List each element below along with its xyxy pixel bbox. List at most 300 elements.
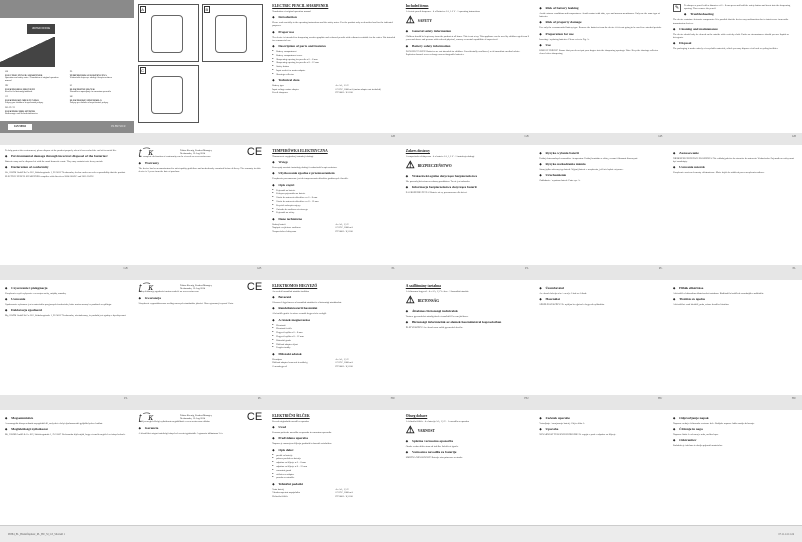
- section-text: Nie pozwalaj dzieciom na zabawę produktem. To nie jest zabawka.: [405, 180, 471, 184]
- declaration-note: A teljes megfelelőségi nyilatkozat megtalálható a www.owim.com oldalon: [138, 420, 210, 424]
- manual-page: [401, 0, 535, 133]
- language-title: TEMPERÓWKA ELEKTRYCZNA: [69, 74, 107, 77]
- section-heading: ◆ Megsemmisítés: [5, 416, 129, 421]
- page-number: GB: [390, 134, 396, 138]
- ian-number: IAN 98384: [8, 124, 32, 129]
- parts-list-item: [272, 54, 396, 57]
- section-text: A készülék grafit- és színes ceruzák hegyezésére szolgál.: [272, 312, 327, 316]
- spec-value: 6 V DC, 1000 mA (mains adapter not included): [335, 87, 381, 91]
- language-entry: [70, 71, 129, 83]
- manual-page: [534, 410, 668, 525]
- section-text: The packaging is made entirely of recyclable materials, which you may dispose of at local recycling facilities.: [672, 47, 779, 51]
- manual-page: [534, 280, 668, 395]
- part-label: Pojemnik na wióry: [276, 211, 295, 215]
- section-text: ZAGROŻENIE ŻYCIA! Baterie nie są przeznaczone dla dzieci.: [405, 191, 468, 195]
- section-heading: ◆ Czyszczenie i pielęgnacja: [5, 286, 129, 291]
- section-heading: ◆ Általános biztonsági tudnivalók: [406, 309, 530, 314]
- spec-value: 6 V DC, 1000 mA: [335, 361, 353, 365]
- section-text: NEVARNOST TELESNIH POŠKODB! Ne segajte s prsti v odprtine za šiljenje.: [539, 433, 617, 437]
- safety-label: SAFETY: [417, 18, 432, 23]
- section-text: Otroke vedno držite stran od izdelka. Izdelek ni igrača.: [405, 445, 459, 449]
- manual-page: [134, 0, 268, 133]
- sharpener-drawing-icon: [215, 15, 247, 53]
- parts-list-item: [272, 73, 396, 76]
- signer-info: Tobias Koenig, Product Manager, Neckarsulm, 13 Aug 2014: [179, 414, 213, 421]
- page-subtitle: Prevod originalnih navodil za uporabo: [272, 420, 309, 423]
- page-strip: [0, 145, 802, 265]
- ce-mark-icon: CE: [246, 410, 263, 423]
- warning-triangle-icon: ⚠: [405, 160, 415, 172]
- section-text: Pozorno preberite navodila za uporabo in varnostna opozorila.: [272, 431, 332, 435]
- section-heading: ◆ Tehnični podatki: [272, 482, 396, 487]
- section-heading: ◆ Biztonsági információk az elemek használatával kapcsolatban: [406, 320, 530, 325]
- page-title: Included items: [405, 4, 429, 8]
- section-heading: ◆ Technical data: [272, 78, 396, 83]
- section-heading: ◆ Odpravljanje napak: [673, 416, 797, 421]
- section-text: Children should be kept away from the product at all times. This is not a toy. This appliance can be used by children aged from 8 years and above and persons with reduced physical, sensory or mental capabilities if supervised.: [405, 35, 529, 42]
- section-heading: ◆ Ryzyko uszkodzenia mienia: [539, 162, 663, 167]
- section-heading: ◆ Ryzyko wylania baterii: [539, 151, 663, 156]
- declaration-note: The complete declaration of conformity can be viewed on www.owim.com: [138, 155, 211, 159]
- technical-data-table: [272, 488, 396, 499]
- section-text: ÉLETVESZÉLY! Az elemek nem valók gyermekek kezébe.: [405, 326, 464, 330]
- spec-label: Temperówka elektryczna: [272, 230, 297, 233]
- page-number: HU: [524, 396, 529, 400]
- section-text: RISK OF INJURY! Ensure that you do not put your fingers into the sharpening openings. Note: Keep the shavings collector closed when sharpening.: [539, 48, 659, 56]
- section-text: SÉRÜLÉSVESZÉLY! Ne nyúljon be ujjaival a hegyező nyílásokba.: [539, 303, 605, 307]
- signer-info: Tobias Koenig, Product Manager, Neckarsulm, 13 Aug 2014: [179, 149, 213, 156]
- parts-list-item: [272, 208, 396, 211]
- page-subtitle: Translation of original operation manual: [272, 10, 311, 13]
- section-heading: ◆ Čiščenje in nega: [673, 427, 797, 432]
- spec-value: 4 x AA, 1.5 V: [335, 84, 349, 87]
- language-title: ELEKTRIČNI ŠILČEK: [69, 88, 95, 91]
- parts-list-item: [272, 454, 396, 457]
- spec-value: DT 0001 / 0.5 kW: [335, 91, 353, 95]
- spec-value: 4 x AA, 1,5 V: [335, 357, 349, 361]
- parts-list-item: [272, 324, 396, 327]
- section-heading: ◆ Użytkowanie zgodne z przeznaczeniem: [272, 171, 396, 176]
- signature-icon: ʈ⁀ᴋ: [138, 282, 154, 292]
- section-heading: ◆ Environmental damage through incorrect disposal of the batteries!: [5, 154, 129, 159]
- spec-label: Vhodna napetost napajalnika: [272, 491, 300, 495]
- section-heading: ◆ Megfelelőségi nyilatkozat: [5, 427, 129, 432]
- figure-panel: [138, 65, 199, 123]
- parts-list-item: [272, 339, 396, 342]
- figure-label: A: [141, 7, 144, 12]
- manual-page: [668, 410, 802, 525]
- part-label: Pojemnik na baterie: [276, 188, 296, 192]
- page-subtitle: 1 električni šilček · 4 x baterija AA, 1,5 V · 1 navodila za uporabo: [405, 420, 470, 423]
- language-entry: [5, 71, 64, 83]
- manual-page: [668, 145, 802, 265]
- page-number: PL: [792, 266, 797, 270]
- spec-value: DT 0001 / 0,5 kW: [335, 365, 353, 368]
- page-number: PL: [658, 266, 663, 270]
- manual-page: [401, 410, 535, 525]
- signer-info: Tobias Koenig, Product Manager, Neckarsulm, 13 Aug 2014: [179, 284, 213, 291]
- safety-label: BEZPIECZEŃSTWO: [417, 163, 452, 168]
- spec-label: Napięcie wejściowe zasilacza: [272, 226, 301, 230]
- section-text: Zakładanie / wymiana baterii. Patrz rys. A.: [539, 179, 581, 183]
- parts-list-item: [272, 61, 396, 64]
- page-number: PL: [525, 266, 529, 270]
- section-text: The device has been manufactured to strict quality guidelines and meticulously examined before delivery. The warranty for this device is 3 years from the date of purchase.: [138, 166, 261, 173]
- page-title: TEMPERÓWKA ELEKTRYCZNA: [272, 149, 328, 153]
- cover-header-band: [0, 0, 134, 18]
- language-subtitle: Pokyny pro obsluhu a bezpečnostní pokyny: [5, 102, 44, 104]
- language-entry: [70, 85, 129, 94]
- section-heading: ◆ Preparation for use: [539, 32, 663, 37]
- section-heading: ◆ Usuwanie: [5, 297, 129, 302]
- language-code: DE AT CH: [5, 107, 15, 109]
- parts-list-item: [272, 331, 396, 334]
- sharpener-drawing-icon: [151, 76, 183, 114]
- section-heading: ◆ Risk of property damage: [539, 20, 663, 25]
- figure-panel: [202, 4, 263, 62]
- page-number-row: [0, 396, 802, 406]
- section-heading: ◆ Description of parts and features: [272, 44, 396, 49]
- brand-logo: UNITED OFFICE: [27, 24, 55, 34]
- parts-list-item: [272, 58, 396, 61]
- page-number: GB: [791, 134, 797, 138]
- print-timestamp: 07.11.14 11:24: [778, 532, 794, 536]
- spec-value: DT 0001 / 0,5 kW: [335, 230, 353, 233]
- section-text: My, OWIM GmbH & Co. KG, Stiftsbergstraße 1, D-74167 Neckarsulm, oświadczamy, że produkt jest zgodny z dyrektywami.: [5, 314, 127, 318]
- page-number: [0, 134, 134, 144]
- part-label: odprtina za šiljenje ø 8 – 12 mm: [276, 465, 308, 468]
- parts-list-item: [272, 343, 396, 346]
- language-codes: PL HU SI CZ: [111, 125, 126, 129]
- safety-heading: [406, 296, 530, 306]
- section-heading: ◆ Használat: [539, 297, 663, 302]
- section-heading: ◆ Műszaki adatok: [272, 352, 396, 357]
- section-text: Przeczytaj uważnie instrukcję obsługi i wskazówki bezpieczeństwa.: [272, 166, 338, 170]
- spec-label: Rodzaj baterii: [272, 222, 286, 226]
- parts-list-item: [272, 211, 396, 214]
- part-label: Otwór do ostrzenia ołówków o ø 6 – 8 mm: [276, 196, 318, 200]
- language-entry: [5, 85, 64, 94]
- page-number: PL: [391, 266, 396, 270]
- section-heading: ◆ Disposal: [673, 41, 797, 46]
- part-label: Pokrywa pojemnika na baterie: [276, 192, 306, 196]
- manual-page: [534, 145, 668, 265]
- manual-page: [267, 280, 401, 395]
- section-text: Olvassa el figyelmesen a használati utasítást és a biztonsági utasításokat.: [272, 301, 342, 305]
- section-heading: ◆ Gwarancja: [139, 296, 263, 301]
- parts-list-item: [272, 335, 396, 338]
- section-text: Vstavljanje / menjavanje baterij. Glejte sliko A.: [539, 422, 585, 425]
- page-subtitle: 1 electric pencil sharpener · 4 x Batteries AA, 1.5 V · 1 operating instructions: [405, 10, 480, 13]
- section-text: Naprava vsebuje elektronske sestavne dele. Radijske naprave lahko motijo delovanje.: [672, 422, 755, 425]
- section-text: Inserting / replacing batteries. Please refer to Fig. A.: [539, 37, 590, 41]
- manual-page: [134, 280, 268, 395]
- ce-mark-icon: CE: [246, 145, 263, 158]
- warning-triangle-icon: ⚠: [405, 295, 415, 307]
- section-heading: ◆ Opis części: [272, 183, 396, 188]
- section-heading: ◆ Usuwanie usterek: [673, 165, 797, 170]
- technical-data-table: [272, 84, 396, 95]
- declaration-note: Pełną deklarację zgodności można znaleźć na www.owim.com: [138, 290, 199, 294]
- parts-list-item: [272, 473, 396, 476]
- page-number: [134, 134, 268, 144]
- section-heading: ◆ Rendeltetésszerű használat: [272, 306, 396, 311]
- language-code: SK: [69, 96, 73, 98]
- section-heading: ◆ Garancia: [139, 426, 263, 431]
- part-label: Forgács tartály: [276, 346, 291, 350]
- parts-list-item: [272, 69, 396, 72]
- manual-page: [0, 0, 134, 133]
- part-label: Gniazdo do zasilacza sieciowego: [276, 207, 308, 211]
- language-entry: [5, 96, 64, 105]
- spec-label: Elemtípus: [272, 357, 282, 361]
- technical-data-table: [272, 358, 396, 369]
- spec-value: 6 V DC, 1000 mA: [335, 226, 353, 230]
- part-label: pokrov predala za baterije: [276, 457, 302, 461]
- section-heading: ◆ Deklaracja zgodności: [5, 308, 129, 313]
- section-text: Use only the recommended battery type. Remove the batteries from the device if it is not going to be used for extended periods.: [539, 26, 662, 30]
- section-text: A készülék elektronikus alkatrészeket tartalmaz. Rádióadó készülékek zavarhatják a működést.: [672, 292, 764, 295]
- manual-page: [267, 145, 401, 265]
- warning-triangle-icon: ⚠: [405, 15, 415, 27]
- language-title: ELEKTROMOS HEGYEZŐ: [5, 88, 35, 91]
- manual-page: [0, 280, 134, 395]
- section-text: Opakowanie wykonane jest z materiałów przyjaznych środowisku, które można usunąć w punktach recyklingu.: [5, 303, 112, 307]
- language-subtitle: Bedienungs- und Sicherheitshinweise: [5, 113, 38, 115]
- signature-icon: ʈ⁀ᴋ: [138, 147, 154, 157]
- manual-page: [401, 145, 535, 265]
- section-text: Stosuj tylko zalecany typ baterii. Wyjmij baterie z urządzenia, jeśli nie będzie używane.: [539, 168, 624, 172]
- part-label: Hálózati adapter aljzat: [276, 342, 298, 346]
- part-label: Elemtartó fedele: [276, 327, 293, 331]
- parts-list-item: [272, 476, 396, 479]
- language-subtitle: Pokyny pre obsluhu a bezpečnostné pokyny: [69, 102, 109, 104]
- page-number: GB: [257, 266, 262, 270]
- page-number: HU: [390, 396, 396, 400]
- safety-heading: [406, 161, 530, 171]
- part-label: vtičnica za adapter: [276, 472, 295, 476]
- language-title: ELEKTRICKÉ OŘEZÁVÁTKO: [5, 99, 39, 102]
- parts-list-item: [272, 196, 396, 199]
- page-number: GB: [123, 266, 128, 270]
- page-strip: [0, 410, 802, 525]
- section-heading: ◆ Proper use: [272, 30, 396, 35]
- parts-list-item: [272, 189, 396, 192]
- section-text: Embalaža je izdelana iz okolju prijaznih materialov.: [672, 444, 723, 448]
- language-title: ELEKTRISCHER SPITZER: [5, 110, 35, 113]
- section-heading: ◆ Uvod: [272, 425, 396, 430]
- part-label: Safety button: [276, 65, 290, 69]
- spec-value: 4 x AA, 1,5 V: [335, 487, 349, 491]
- section-heading: ◆ Bevezető: [272, 295, 396, 300]
- section-text: The device contains electronic components. It is possible that the device may malfunction due to interference from radio transmission devices.: [672, 18, 789, 25]
- language-code: SI: [69, 85, 72, 87]
- page-number: HU: [791, 396, 797, 400]
- manual-page: [401, 280, 535, 395]
- section-text: Urządzenie czyść wyłącznie z zewnątrz suchą, miękką szmatką.: [5, 292, 67, 295]
- section-heading: ◆ Use: [539, 43, 663, 48]
- section-heading: ◆ Warranty: [139, 161, 263, 166]
- pencil-icon: ✎: [674, 6, 680, 11]
- section-text: NIEBEZPIECZEŃSTWO ZRANIENIA! Nie wkładaj palców do otworów do ostrzenia. Wskazówka: Pojemnik na wióry musi być zamknięty.: [672, 157, 795, 164]
- safety-label: BIZTONSÁG: [417, 298, 440, 303]
- warning-triangle-icon: ⚠: [405, 425, 415, 437]
- page-strip: [0, 280, 802, 395]
- section-heading: ◆ Uporaba: [539, 427, 663, 432]
- part-label: Przycisk zabezpieczający: [276, 203, 301, 207]
- section-heading: ◆ Opis delov: [272, 448, 396, 453]
- language-code: HU: [5, 85, 9, 87]
- part-label: predal za baterije: [276, 453, 293, 457]
- part-label: Hegyező nyílás ø 8 – 12 mm: [276, 335, 304, 338]
- page-title: Obseg dobave: [405, 414, 428, 418]
- section-heading: ◆ Začetek uporabe: [539, 416, 663, 421]
- page-title: ELEKTROMOS HEGYEZŐ: [272, 284, 318, 288]
- section-text: SMRTNA NEVARNOST! Baterije niso primerne za otroke.: [405, 456, 464, 460]
- section-heading: ◆ Uruchomienie: [539, 173, 663, 178]
- section-text: A készüléket szigorú minőségi irányelvek szerint gyártották. A garancia időtartama 3 év.: [138, 431, 224, 435]
- spec-value: DT 0001 / 0,5 kW: [335, 495, 353, 498]
- section-heading: ◆ Predvidena uporaba: [272, 436, 396, 441]
- parts-list-item: [272, 192, 396, 195]
- part-label: Sharpening opening for pencils ø 8 – 12 mm: [276, 61, 319, 65]
- spec-label: Vrsta baterij: [272, 487, 284, 491]
- part-label: Elemtartó: [276, 323, 286, 327]
- parts-list-item: [272, 465, 396, 468]
- language-subtitle: Kezelési és biztonsági utalások: [5, 91, 33, 93]
- parts-list-item: [272, 346, 396, 349]
- section-heading: ◆ Tisztítás és ápolás: [673, 297, 797, 302]
- manual-page: [668, 0, 802, 133]
- spec-value: 6 V DC, 1000 mA: [335, 491, 353, 495]
- safety-heading: [406, 426, 530, 436]
- parts-list-item: [272, 50, 396, 53]
- section-text: To help protect the environment, please dispose of the product properly when it has reached the end of its useful life.: [5, 149, 117, 152]
- parts-list-item: [272, 461, 396, 464]
- manual-page: [267, 0, 401, 133]
- part-label: Shavings collector: [276, 72, 294, 76]
- spec-label: Hálózati adapter bemeneti feszültség: [272, 361, 308, 365]
- spec-label: Pencil sharpener: [272, 91, 289, 95]
- language-subtitle: Operation and safety notes / Translation of original operation manual: [5, 77, 59, 82]
- section-heading: ◆ A részek megnevezése: [272, 318, 396, 323]
- language-entry: [70, 96, 129, 105]
- section-text: A csomagolás környezetbarát anyagokból áll, melyeket a helyi újrahasznosító gyűjtőhelyeken leadhat.: [5, 422, 103, 425]
- manual-page: [134, 410, 268, 525]
- language-entry: [5, 107, 64, 116]
- section-text: Batteries may not be disposed of with the usual domestic waste. They may contain toxic heavy metals.: [5, 160, 104, 164]
- language-title: ELEKTRICKÉ STRÚHADLO: [69, 99, 102, 102]
- page-number: GB: [658, 134, 663, 138]
- language-code: CZ: [5, 96, 8, 98]
- language-title: ELECTRIC PENCIL SHARPENER: [5, 74, 43, 77]
- section-text: Az elemek behelyezése / cseréje. Lásd az A ábrát.: [539, 292, 587, 295]
- section-heading: ◆ Odstranitev: [673, 438, 797, 443]
- part-label: Hegyező nyílás ø 6 – 8 mm: [276, 331, 303, 335]
- page-number-row: [0, 134, 802, 144]
- page-subtitle: Az eredeti használati utasítás fordítása: [272, 290, 309, 293]
- section-heading: ◆ Informacje bezpieczeństwa dotyczące baterii: [406, 185, 530, 190]
- section-text: Mi, OWIM GmbH & Co. KG, Stiftsbergstraße 1, D-74167 Neckarsulm kijelentjük, hogy a termék megfelel az irányelveknek.: [5, 433, 126, 437]
- page-number: HU: [658, 396, 663, 400]
- manual-page: [668, 280, 802, 395]
- section-text: Urządzenie wyprodukowano według surowych standardów jakości. Okres gwarancji wynosi 3 lata.: [138, 301, 234, 305]
- section-text: We, OWIM GmbH & Co. KG, Stiftsbergstraße 1, D-74167 Neckarsulm, declare under our sole responsibility that the product ELECTRIC PENCIL SHARPENER complies with directives 2004/108/EC and 2011/65/EU.: [5, 171, 126, 178]
- technical-data-table: [272, 223, 396, 234]
- part-label: Sharpening opening for pencils ø 6 – 8 mm: [276, 57, 318, 61]
- part-label: Otwór do ostrzenia ołówków o ø 8 – 12 mm: [276, 200, 319, 203]
- part-label: Battery compartment cover: [276, 53, 303, 57]
- parts-list-item: [272, 327, 396, 330]
- manual-page: [0, 410, 134, 525]
- language-code: PL: [69, 71, 73, 73]
- section-heading: ◆ Introduction: [272, 15, 396, 20]
- parts-list-item: [272, 65, 396, 68]
- page-number: PL: [124, 396, 128, 400]
- page-subtitle: 1 temperówka elektryczna · 4 x baterie AA, 1,5 V · 1 instrukcja obsługi: [405, 155, 475, 158]
- signature-icon: ʈ⁀ᴋ: [138, 412, 154, 422]
- part-label: Input socket for mains adapter: [276, 69, 306, 72]
- spec-label: Input voltage mains adapter: [272, 87, 299, 91]
- print-slug-footer: [0, 525, 802, 542]
- manual-page: [0, 145, 134, 265]
- section-text: Napravo čistite le od zunaj s suho, mehko krpo.: [672, 433, 719, 437]
- section-text: Urządzenie przeznaczone jest do temperowania ołówków grafitowych i kredek.: [272, 177, 349, 181]
- spec-label: Električni šilček: [272, 495, 288, 498]
- page-subtitle: 1 elektromos hegyező · 4 x AA, 1,5 V elem · 1 használati utasítás: [405, 290, 469, 293]
- section-text: DANGER TO LIFE! Batteries are not intended for children. If accidentally swallowed, seek immediate medical advice. Explosion hazard: never recharge non-rechargeable batteries.: [405, 49, 521, 56]
- section-heading: ◆ Wstęp: [272, 160, 396, 165]
- section-heading: ◆ Splošna varnostna opozorila: [406, 439, 530, 444]
- section-heading: ◆ Battery safety information: [406, 44, 530, 49]
- part-label: odprtina za šiljenje ø 6 – 8 mm: [276, 461, 306, 465]
- parts-list-item: [272, 457, 396, 460]
- file-name: 98384_EL_Bleistiftspitzer_PL_HU_SI_CZ_SK.indd 1: [8, 532, 65, 536]
- section-text: Please read carefully to the operating instructions and the safety notes. Use the product only as described and for the indicated purposes.: [272, 21, 393, 28]
- spec-value: 4 x AA, 1,5 V: [335, 222, 349, 226]
- section-text: A készüléket csak kívülről, puha, száraz kendővel tisztítsa.: [672, 303, 730, 307]
- safety-label: VARNOST: [417, 428, 435, 433]
- section-heading: ◆ Wskazówki ogólne dotyczące bezpieczeństwa: [406, 174, 530, 179]
- section-heading: ◆ Zastosowanie: [673, 151, 797, 156]
- manual-page: [267, 410, 401, 525]
- parts-list-item: [272, 204, 396, 207]
- parts-list-item: [272, 200, 396, 203]
- safety-heading: [406, 16, 530, 26]
- product-image-banner: [0, 37, 55, 67]
- section-heading: ◆ Declaration of conformity: [5, 165, 129, 170]
- figure-grid: [134, 0, 268, 127]
- language-list: [5, 71, 129, 116]
- part-label: posoda za ostružke: [276, 476, 295, 480]
- section-text: Avoid extreme conditions and temperatures. Avoid contact with skin, eyes and mucous membranes. Only use the same type of batteries.: [539, 12, 661, 19]
- language-subtitle: Navodila za upravljanje in varnostna opozorila: [69, 91, 111, 93]
- page-number-row: [0, 266, 802, 276]
- page-number: PL: [257, 396, 262, 400]
- spec-label: Ceruzahegyező: [272, 365, 287, 368]
- language-subtitle: Wskazówki dotyczące obsługi i bezpieczeństwa: [69, 77, 112, 79]
- section-heading: ◆ Dane techniczne: [272, 217, 396, 222]
- section-text: Tartsa a gyermekeket mindig távol a terméktől. Ez nem játékszer.: [405, 315, 469, 319]
- part-label: Battery compartment: [276, 50, 297, 54]
- sharpener-drawing-icon: [151, 15, 183, 53]
- section-text: To sharpen a pencil with a diameter of 6 – 8 mm press and hold the safety button and insert into the sharpening opening. Then remove the pencil.: [683, 4, 791, 11]
- section-text: The device is intended for sharpening wooden graphite and coloured pencils with a diameter suitable for the cutter. Not intended for commercial use.: [272, 35, 396, 42]
- manual-page: [134, 145, 268, 265]
- figure-panel: [138, 4, 199, 62]
- section-heading: ◆ Cleaning and maintenance: [673, 27, 797, 32]
- section-text: Urządzenie zawiera elementy elektroniczne. Może dojść do zakłóceń przez urządzenia radiowe.: [672, 171, 765, 175]
